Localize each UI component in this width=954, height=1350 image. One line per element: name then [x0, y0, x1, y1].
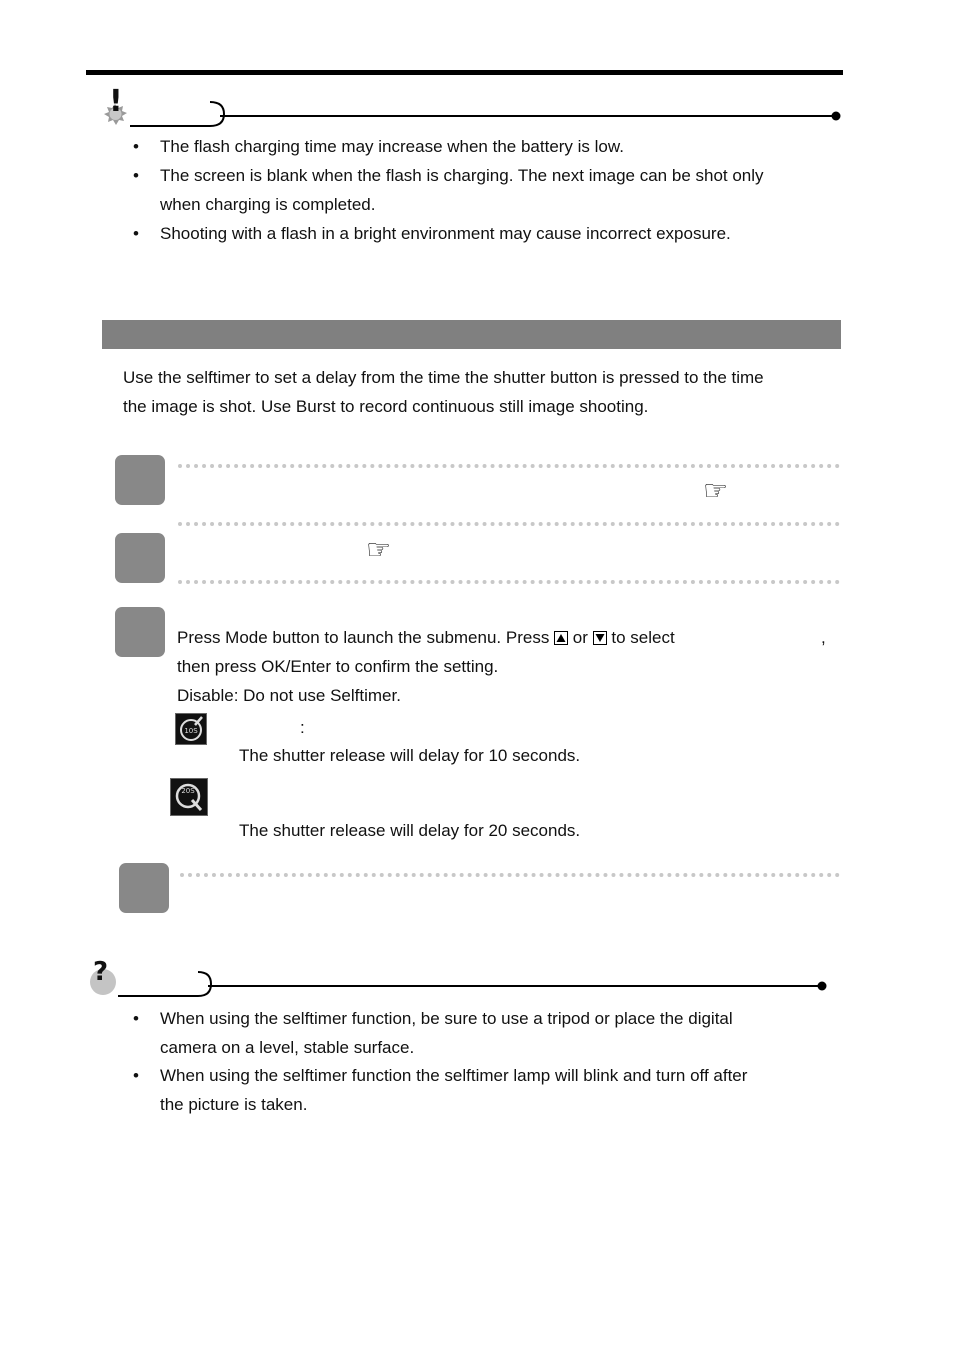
top-rule [86, 70, 843, 75]
section-title-bar [102, 320, 841, 349]
step-3-line-1 [177, 623, 675, 652]
selftimer-20s-icon [170, 778, 208, 816]
caution-text-1: The flash charging time may increase when the battery is low. [160, 137, 624, 156]
option-1-desc: The shutter release will delay for 10 seconds. [239, 746, 581, 765]
pointer-icon-2: ☞ [366, 533, 392, 566]
step-3-line-1a: Press Mode button to launch the submenu. Press [177, 628, 550, 647]
tip-text-1-cont: camera on a level, stable surface. [160, 1038, 415, 1057]
step-badge-2 [115, 533, 165, 583]
caution-text-2-cont: when charging is completed. [160, 195, 376, 214]
step-badge-1 [115, 455, 165, 505]
step-3-comma: , [821, 628, 826, 647]
step-2-divider-bottom [178, 580, 840, 584]
caution-bullet-1: • [133, 137, 139, 156]
tip-bullet-2: • [133, 1066, 139, 1085]
tip-header-line [118, 970, 830, 1000]
step-4-divider [180, 873, 840, 877]
step-3-line-3: Disable: Do not use Selftimer. [177, 686, 401, 705]
caution-icon [100, 84, 132, 128]
step-2-divider-top [178, 522, 840, 526]
intro-line-2: the image is shot. Use Burst to record continuous still image shooting. [123, 397, 649, 416]
selftimer-10s-label: 10S [184, 727, 198, 735]
tip-bullet-1: • [133, 1009, 139, 1028]
tip-text-1: When using the selftimer function, be sure to use a tripod or place the digital [160, 1009, 733, 1028]
pointer-icon-1: ☞ [703, 474, 729, 507]
tip-mark: ? [93, 957, 109, 987]
caution-text-3: Shooting with a flash in a bright environment may cause incorrect exposure. [160, 224, 731, 243]
caution-header-line [130, 100, 842, 130]
step-1-divider [178, 464, 840, 468]
selftimer-20s-label: 20S [181, 787, 195, 795]
step-3-line-2: then press OK/Enter to confirm the setting. [177, 657, 499, 676]
step-3-or: or [572, 628, 588, 647]
step-badge-4 [119, 863, 169, 913]
caution-mark: ! [109, 84, 123, 119]
caution-bullet-2: • [133, 166, 139, 185]
tip-text-2-cont: the picture is taken. [160, 1095, 308, 1114]
down-arrow-key-icon [593, 631, 607, 645]
step-3-line-1b: to select [611, 628, 675, 647]
option-1-colon: : [300, 718, 305, 737]
up-arrow-key-icon [554, 631, 568, 645]
caution-bullet-3: • [133, 224, 139, 243]
tip-icon [88, 958, 118, 996]
selftimer-10s-icon [175, 713, 207, 745]
intro-line-1: Use the selftimer to set a delay from the time the shutter button is pressed to the time [123, 368, 764, 387]
step-badge-3 [115, 607, 165, 657]
tip-text-2: When using the selftimer function the selftimer lamp will blink and turn off after [160, 1066, 748, 1085]
option-2-desc: The shutter release will delay for 20 seconds. [239, 821, 581, 840]
caution-text-2: The screen is blank when the flash is charging. The next image can be shot only [160, 166, 764, 185]
